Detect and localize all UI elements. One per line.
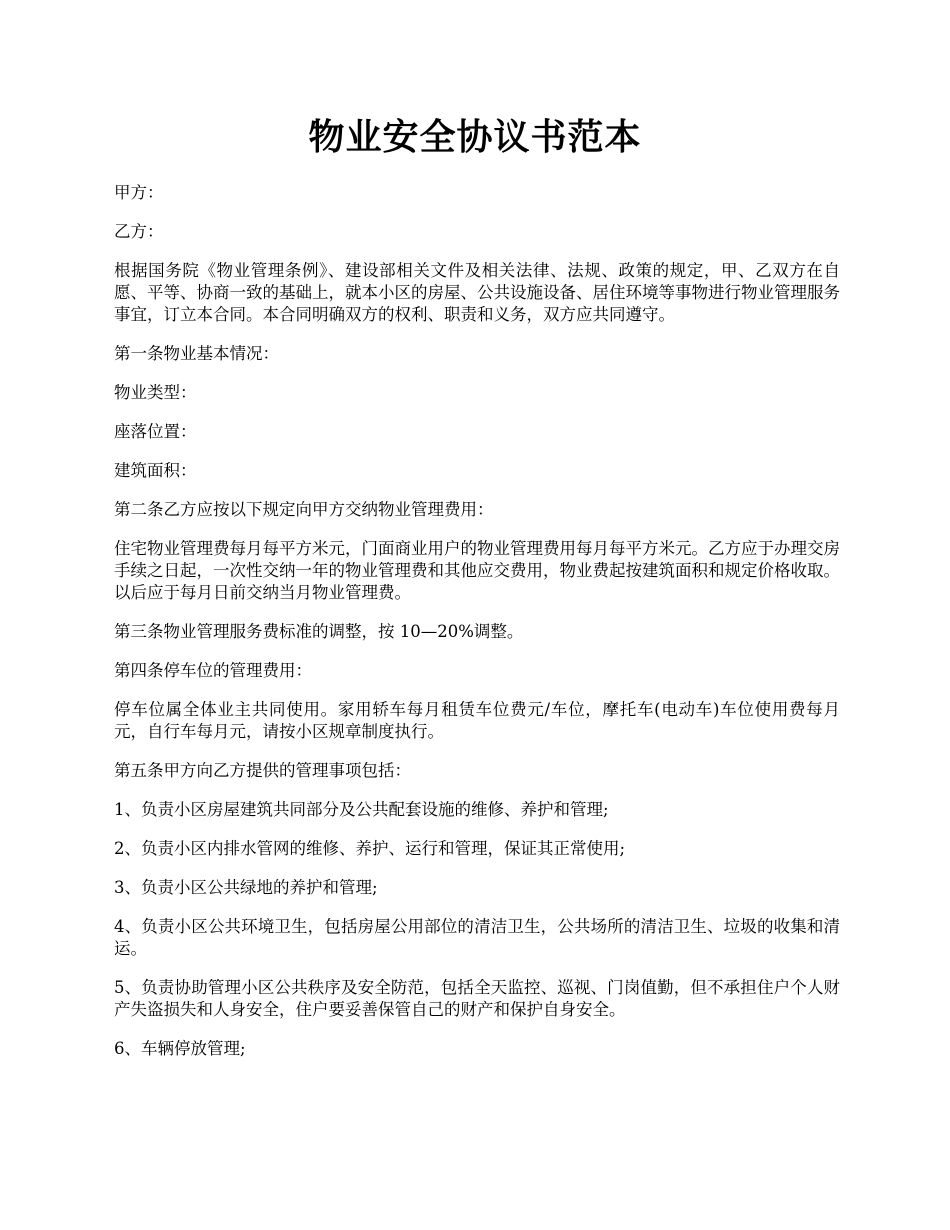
fee-paragraph: 住宅物业管理费每月每平方米元，门面商业用户的物业管理费用每月每平方米元。乙方应于办理交房手续之日起，一次性交纳一年的物业管理费和其他应交费用，物业费起按建筑面积和规定价格收取。以后应于每月日前交纳当月物业管理费。 — [114, 539, 840, 602]
article-2-heading: 第二条乙方应按以下规定向甲方交纳物业管理费用： — [114, 500, 494, 519]
party-b-line: 乙方： — [114, 222, 164, 241]
list-item: 6、车辆停放管理; — [114, 1039, 246, 1058]
list-item: 3、负责小区公共绿地的养护和管理; — [114, 878, 378, 897]
article-3-line: 第三条物业管理服务费标准的调整，按 10—20%调整。 — [114, 622, 524, 641]
list-item: 4、负责小区公共环境卫生，包括房屋公用部位的清洁卫生，公共场所的清洁卫生、垃圾的收集和清运。 — [114, 917, 840, 958]
list-item: 1、负责小区房屋建筑共同部分及公共配套设施的维修、养护和管理; — [114, 800, 609, 819]
article-5-heading: 第五条甲方向乙方提供的管理事项包括： — [114, 761, 411, 780]
document-body — [114, 182, 840, 1077]
article-1-heading: 第一条物业基本情况： — [114, 344, 279, 363]
preamble-paragraph: 根据国务院《物业管理条例》、建设部相关文件及相关法律、法规、政策的规定，甲、乙双方在自愿、平等、协商一致的基础上，就本小区的房屋、公共设施设备、居住环境等事物进行物业管理服务事宜，订立本合同。本合同明确双方的权利、职责和义务，双方应共同遵守。 — [114, 261, 840, 324]
property-type-line: 物业类型： — [114, 383, 197, 402]
article-4-heading: 第四条停车位的管理费用： — [114, 661, 312, 680]
floor-area-line: 建筑面积： — [114, 461, 197, 480]
list-item: 5、负责协助管理小区公共秩序及安全防范，包括全天监控、巡视、门岗值勤，但不承担住户个人财产失盗损失和人身安全，住户要妥善保管自己的财产和保护自身安全。 — [114, 978, 840, 1019]
document-title: 物业安全协议书范本 — [308, 116, 642, 158]
parking-paragraph: 停车位属全体业主共同使用。家用轿车每月租赁车位费元/车位，摩托车(电动车)车位使用费每月元，自行车每月元，请按小区规章制度执行。 — [114, 700, 840, 741]
list-item: 2、负责小区内排水管网的维修、养护、运行和管理，保证其正常使用; — [114, 839, 626, 858]
location-line: 座落位置： — [114, 422, 197, 441]
party-a-line: 甲方： — [114, 183, 164, 202]
